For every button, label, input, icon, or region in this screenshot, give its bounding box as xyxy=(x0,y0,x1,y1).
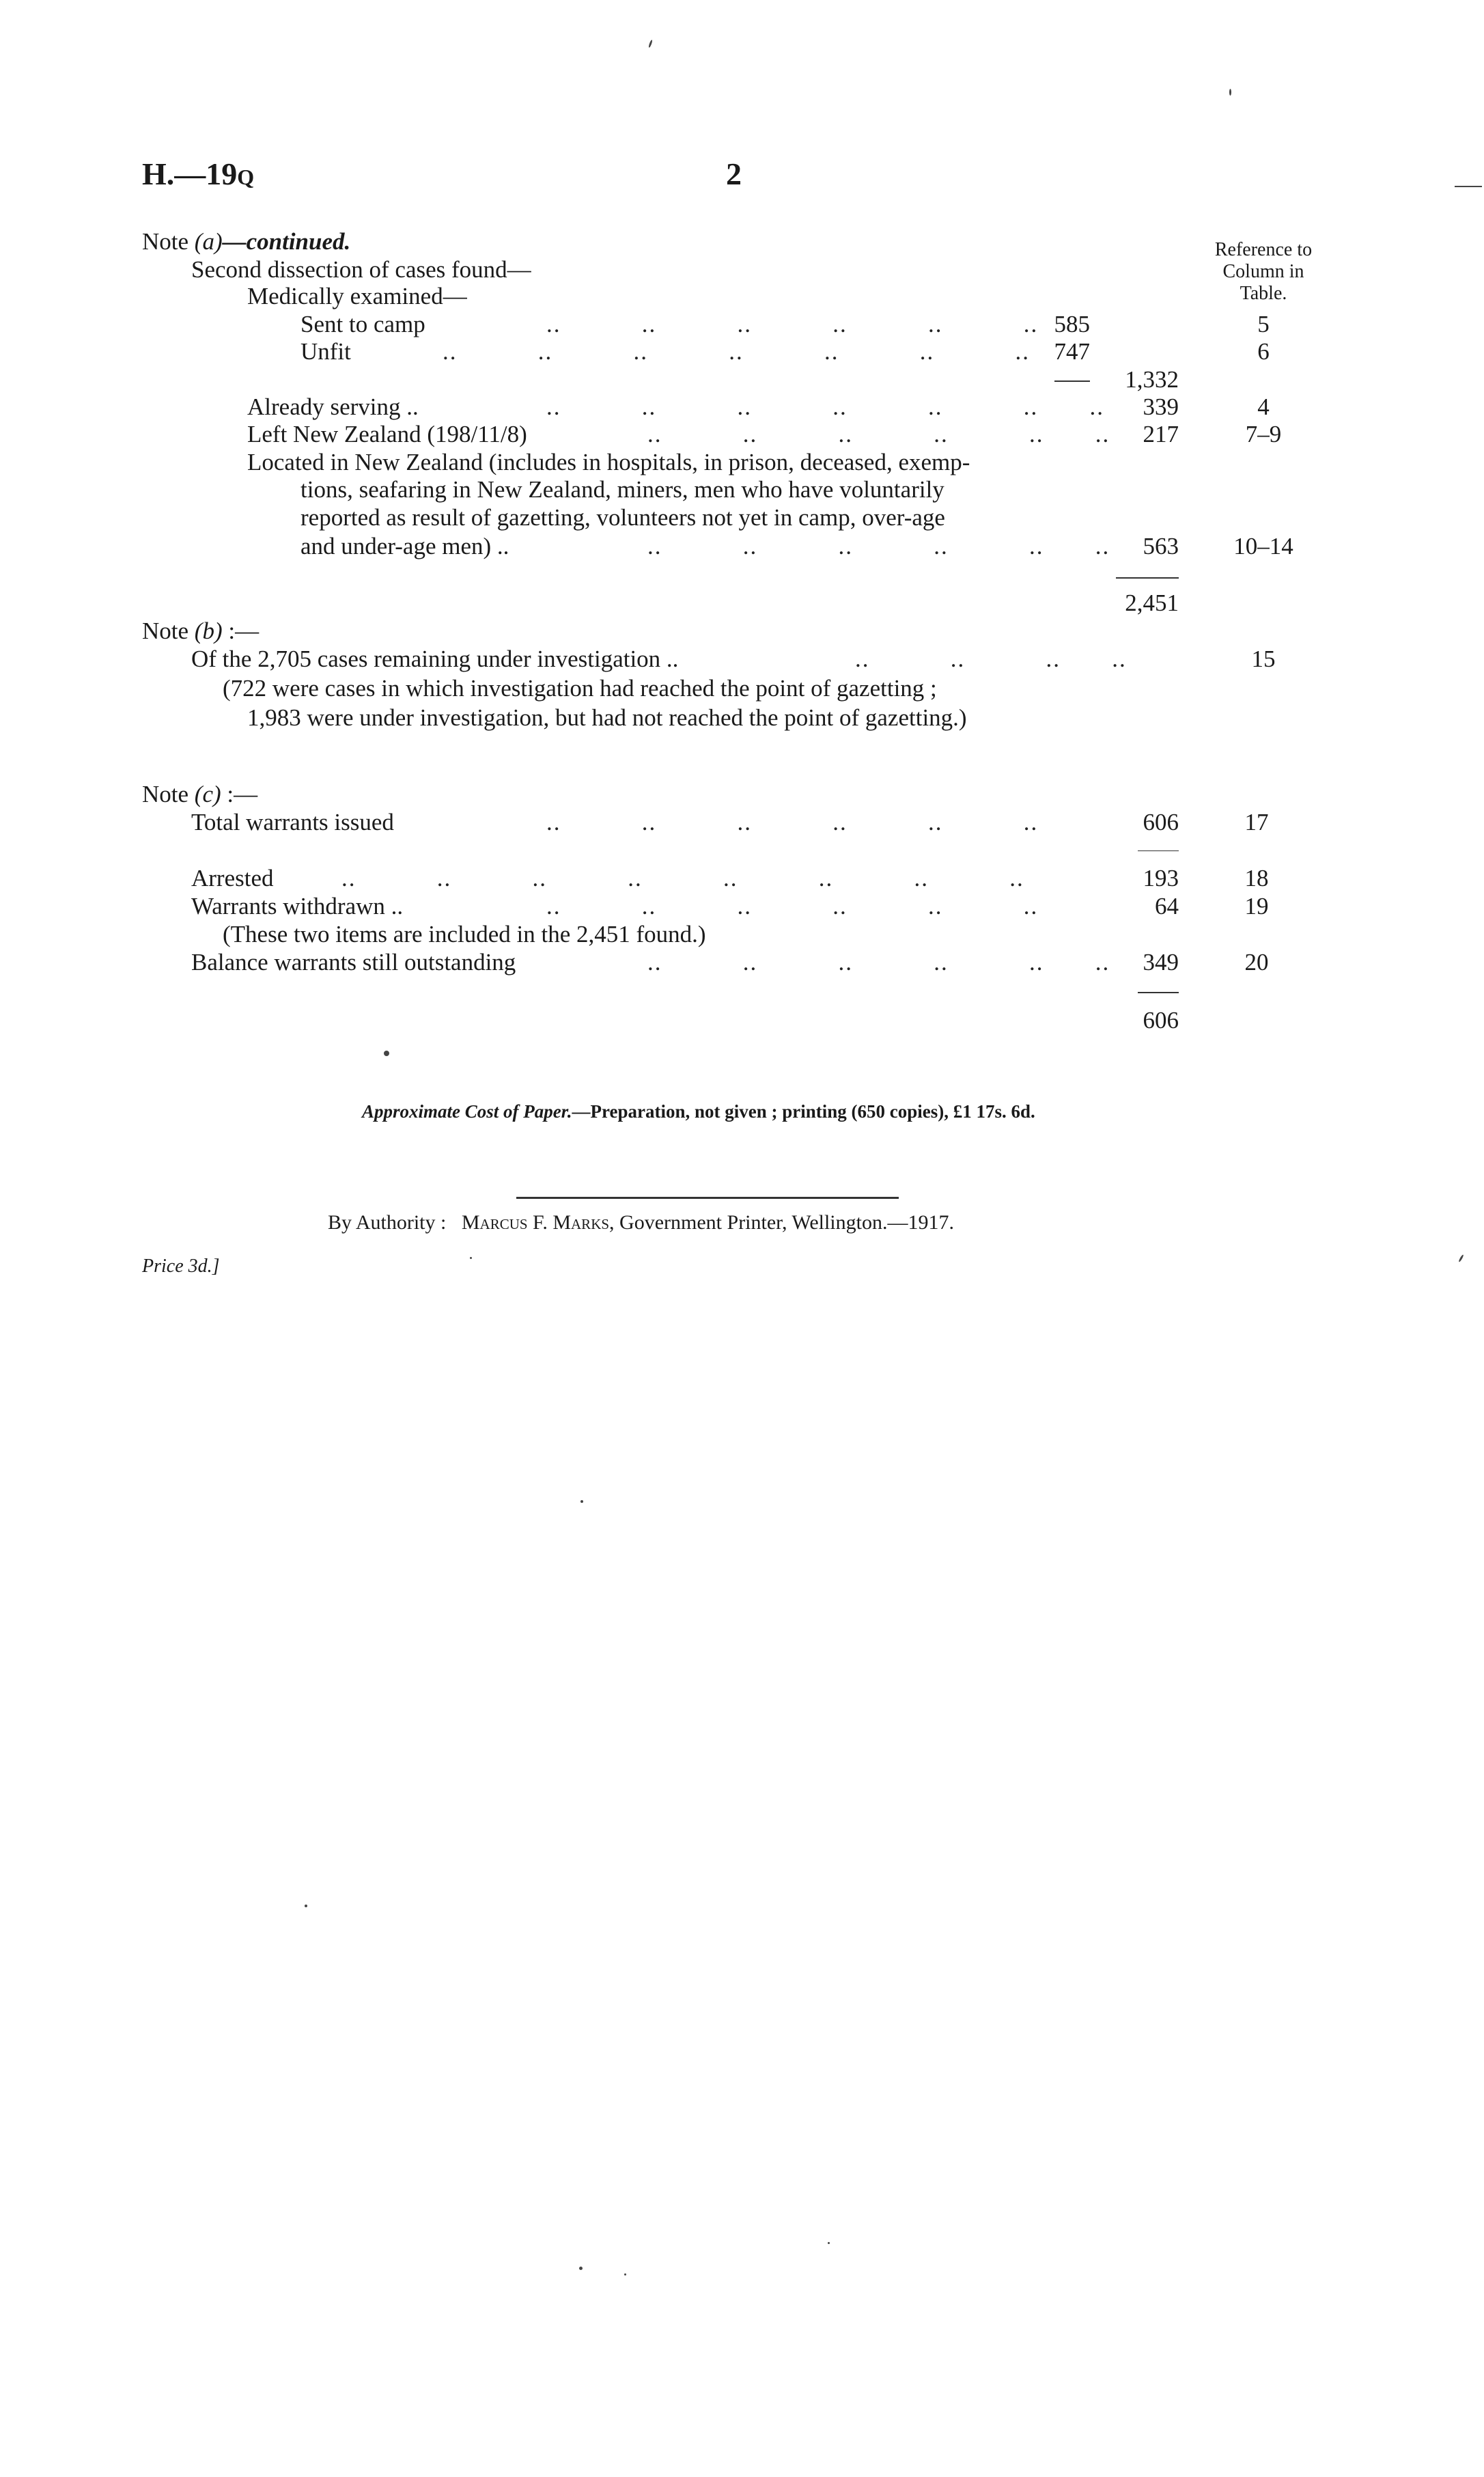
sent-to-camp-value: 585 xyxy=(1054,311,1090,337)
note-c-heading xyxy=(142,782,257,806)
outstanding-leader: .. .. .. .. .. .. xyxy=(647,949,1110,975)
note-a-label: Note xyxy=(142,228,189,255)
located-line-3: reported as result of gazetting, volunteers not yet in camp, over-age xyxy=(300,504,945,531)
already-serving-ref: 4 xyxy=(1257,393,1270,420)
page-number: 2 xyxy=(726,156,742,191)
note-c-label: Note xyxy=(142,781,189,807)
total-warrants-value: 606 xyxy=(1143,809,1179,835)
left-nz-value: 217 xyxy=(1143,421,1179,447)
already-serving-label: Already serving .. xyxy=(247,393,419,420)
already-serving-leader: .. .. .. .. .. .. .. xyxy=(546,393,1104,420)
cost-label: Approximate Cost of Paper. xyxy=(362,1101,572,1122)
note-c-suffix: :— xyxy=(227,781,258,807)
note-b-line-1: Of the 2,705 cases remaining under investigation .. xyxy=(191,646,679,672)
unfit-value: 747 xyxy=(1054,338,1090,365)
already-serving-value: 339 xyxy=(1143,393,1179,420)
note-c-letter: (c) xyxy=(194,781,221,807)
note-b-heading xyxy=(142,619,259,643)
located-ref: 10–14 xyxy=(1233,533,1293,559)
speck xyxy=(1455,186,1482,187)
document-code-main: H.—19 xyxy=(142,156,238,191)
left-nz-leader: .. .. .. .. .. .. xyxy=(647,421,1110,447)
total-warrants-leader: .. .. .. .. .. .. xyxy=(546,809,1039,835)
imprint-rule xyxy=(516,1197,899,1199)
total-warrants-label: Total warrants issued xyxy=(191,809,394,835)
sent-to-camp-leader: .. .. .. .. .. .. xyxy=(546,311,1039,337)
reference-heading-line-2: Column in xyxy=(1222,261,1304,282)
outstanding-ref: 20 xyxy=(1244,949,1269,975)
note-b-letter: (b) xyxy=(194,618,223,644)
unfit-leader: .. .. .. .. .. .. .. xyxy=(443,338,1030,365)
note-b-label: Note xyxy=(142,618,189,644)
speck xyxy=(579,2267,583,2270)
located-line-4: and under-age men) .. xyxy=(300,533,509,559)
speck xyxy=(828,2242,830,2244)
note-a-continued: —continued. xyxy=(222,228,351,255)
withdrawn-leader: .. .. .. .. .. .. xyxy=(546,893,1039,919)
reference-heading-line-1: Reference to xyxy=(1214,239,1313,260)
speck xyxy=(384,1051,389,1056)
arrested-label: Arrested xyxy=(191,865,274,891)
withdrawn-ref: 19 xyxy=(1244,893,1269,919)
arrested-leader: .. .. .. .. .. .. .. .. xyxy=(341,865,1024,891)
speck xyxy=(624,2273,626,2275)
imprint-printer-name: Marcus F. Marks xyxy=(461,1211,610,1234)
included-note: (These two items are included in the 2,451 found.) xyxy=(223,921,706,947)
arrested-ref: 18 xyxy=(1244,865,1269,891)
note-b-line-2: (722 were cases in which investigation had reached the point of gazetting ; xyxy=(223,675,937,702)
arrested-value: 193 xyxy=(1143,865,1179,891)
note-b-suffix: :— xyxy=(228,618,260,644)
withdrawn-value: 64 xyxy=(1155,893,1179,919)
speck xyxy=(580,1500,583,1503)
total-warrants-ref: 17 xyxy=(1244,809,1269,835)
located-line-2: tions, seafaring in New Zealand, miners, men who have voluntarily xyxy=(300,476,944,503)
speck xyxy=(1458,1254,1464,1262)
located-line-1: Located in New Zealand (includes in hospitals, in prison, deceased, exemp- xyxy=(247,449,970,475)
cost-of-paper xyxy=(362,1103,1035,1121)
warrants-rule xyxy=(1138,850,1179,851)
document-code xyxy=(142,158,254,190)
subtotal-dash xyxy=(1054,380,1090,382)
located-leader: .. .. .. .. .. .. xyxy=(647,533,1110,559)
speck xyxy=(1229,89,1231,96)
left-nz-ref: 7–9 xyxy=(1245,421,1282,447)
cost-text: —Preparation, not given ; printing (650 copies), £1 17s. 6d. xyxy=(572,1101,1035,1122)
imprint xyxy=(328,1213,954,1233)
medically-examined-label: Medically examined— xyxy=(247,283,467,309)
unfit-label: Unfit xyxy=(300,338,351,365)
note-a-letter: (a) xyxy=(194,228,223,255)
outstanding-value: 349 xyxy=(1143,949,1179,975)
note-c-total-rule xyxy=(1138,992,1179,993)
speck xyxy=(648,40,653,48)
note-b-ref: 15 xyxy=(1251,646,1276,672)
note-a-total: 2,451 xyxy=(1125,590,1179,616)
note-b-line-3: 1,983 were under investigation, but had not reached the point of gazetting.) xyxy=(247,704,967,731)
medically-examined-subtotal: 1,332 xyxy=(1125,366,1179,393)
reference-heading-line-3: Table. xyxy=(1240,283,1287,304)
outstanding-label: Balance warrants still outstanding xyxy=(191,949,516,975)
note-a-total-rule xyxy=(1116,577,1179,579)
sent-to-camp-ref: 5 xyxy=(1257,311,1270,337)
imprint-prefix: By Authority : xyxy=(328,1211,447,1234)
note-b-leader: .. .. .. .. xyxy=(855,646,1127,672)
speck xyxy=(470,1257,472,1259)
left-nz-label: Left New Zealand (198/11/8) xyxy=(247,421,527,447)
document-code-sub: Q xyxy=(237,165,255,189)
sent-to-camp-label: Sent to camp xyxy=(300,311,425,337)
note-a-heading xyxy=(142,230,350,253)
note-c-total: 606 xyxy=(1143,1007,1179,1034)
unfit-ref: 6 xyxy=(1257,338,1270,365)
located-value: 563 xyxy=(1143,533,1179,559)
speck xyxy=(305,1905,307,1907)
price: Price 3d.] xyxy=(142,1256,220,1277)
note-a-intro: Second dissection of cases found— xyxy=(191,256,531,283)
imprint-suffix: , Government Printer, Wellington.—1917. xyxy=(609,1211,954,1234)
withdrawn-label: Warrants withdrawn .. xyxy=(191,893,404,919)
